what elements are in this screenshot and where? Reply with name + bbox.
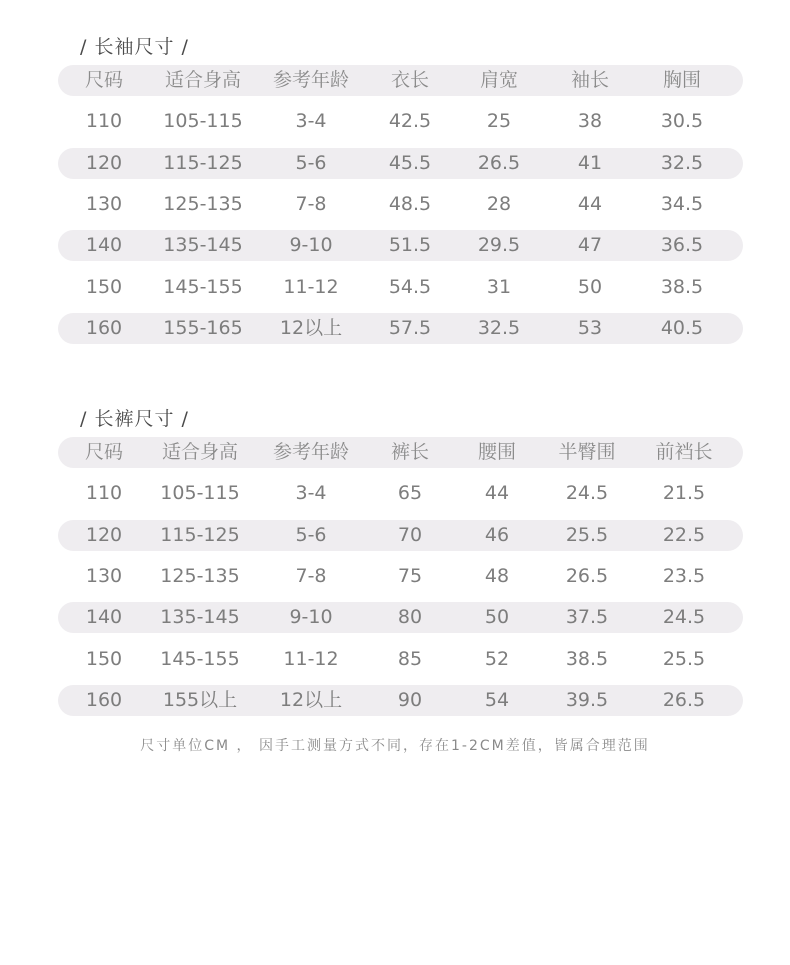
- table-header-row: [58, 437, 743, 468]
- long-sleeve-section: [58, 30, 743, 350]
- table-cell: 120: [85, 524, 123, 546]
- header-cell: 尺码: [84, 69, 124, 91]
- table-cell: 28: [486, 193, 512, 215]
- table-cell: 160: [85, 689, 123, 711]
- table-row: [58, 189, 743, 220]
- long-pants-section: [58, 402, 743, 722]
- table-cell: 23.5: [662, 565, 706, 587]
- table-row: [58, 478, 743, 509]
- table-cell: 24.5: [565, 482, 609, 504]
- table-cell: 11-12: [283, 648, 339, 670]
- table-cell: 110: [85, 482, 123, 504]
- header-cell: 适合身高: [161, 441, 239, 463]
- header-cell: 半臀围: [558, 441, 616, 463]
- table-cell: 36.5: [660, 234, 704, 256]
- table-cell: 42.5: [388, 110, 432, 132]
- table-cell: 85: [397, 648, 423, 670]
- table-row: [58, 520, 743, 551]
- table-cell: 32.5: [477, 317, 521, 339]
- table-cell: 7-8: [295, 193, 327, 215]
- table-cell: 125-135: [163, 193, 243, 215]
- table-cell: 52: [484, 648, 510, 670]
- table-cell: 145-155: [163, 276, 243, 298]
- table-row: [58, 602, 743, 633]
- table-cell: 47: [577, 234, 603, 256]
- table-row: [58, 685, 743, 716]
- table-cell: 115-125: [160, 524, 240, 546]
- table-cell: 135-145: [160, 606, 240, 628]
- table-cell: 130: [85, 193, 123, 215]
- table-cell: 57.5: [388, 317, 432, 339]
- table-cell: 26.5: [662, 689, 706, 711]
- table-cell: 38.5: [660, 276, 704, 298]
- table-cell: 160: [85, 317, 123, 339]
- table-row: [58, 230, 743, 261]
- table-row: [58, 272, 743, 303]
- table-cell: 32.5: [660, 152, 704, 174]
- table-cell: 39.5: [565, 689, 609, 711]
- table-cell: 30.5: [660, 110, 704, 132]
- table-cell: 44: [484, 482, 510, 504]
- table-cell: 34.5: [660, 193, 704, 215]
- table-header-row: [58, 65, 743, 96]
- table-cell: 45.5: [388, 152, 432, 174]
- table-cell: 90: [397, 689, 423, 711]
- long-pants-title: / 长裤尺寸 /: [80, 408, 189, 430]
- table-cell: 5-6: [295, 524, 327, 546]
- table-cell: 110: [85, 110, 123, 132]
- table-cell: 51.5: [388, 234, 432, 256]
- table-row: [58, 313, 743, 344]
- table-cell: 105-115: [160, 482, 240, 504]
- table-cell: 38: [577, 110, 603, 132]
- table-cell: 29.5: [477, 234, 521, 256]
- table-cell: 75: [397, 565, 423, 587]
- table-cell: 155以上: [162, 689, 238, 711]
- table-cell: 12以上: [279, 689, 343, 711]
- header-cell: 衣长: [390, 69, 430, 91]
- table-cell: 54: [484, 689, 510, 711]
- table-cell: 9-10: [289, 234, 333, 256]
- table-cell: 48.5: [388, 193, 432, 215]
- table-cell: 37.5: [565, 606, 609, 628]
- header-cell: 适合身高: [164, 69, 242, 91]
- table-cell: 3-4: [295, 110, 327, 132]
- header-cell: 胸围: [662, 69, 702, 91]
- table-cell: 25: [486, 110, 512, 132]
- table-cell: 135-145: [163, 234, 243, 256]
- table-cell: 150: [85, 276, 123, 298]
- table-cell: 40.5: [660, 317, 704, 339]
- table-cell: 140: [85, 606, 123, 628]
- table-cell: 50: [484, 606, 510, 628]
- table-row: [58, 148, 743, 179]
- header-cell: 前裆长: [655, 441, 713, 463]
- table-cell: 70: [397, 524, 423, 546]
- header-cell: 参考年龄: [272, 69, 350, 91]
- header-cell: 袖长: [570, 69, 610, 91]
- table-cell: 12以上: [279, 317, 343, 339]
- table-cell: 7-8: [295, 565, 327, 587]
- table-cell: 25.5: [662, 648, 706, 670]
- table-cell: 24.5: [662, 606, 706, 628]
- table-cell: 26.5: [477, 152, 521, 174]
- table-cell: 150: [85, 648, 123, 670]
- table-cell: 26.5: [565, 565, 609, 587]
- table-cell: 22.5: [662, 524, 706, 546]
- table-cell: 41: [577, 152, 603, 174]
- table-cell: 44: [577, 193, 603, 215]
- table-cell: 115-125: [163, 152, 243, 174]
- table-cell: 105-115: [163, 110, 243, 132]
- header-cell: 肩宽: [479, 69, 519, 91]
- table-cell: 65: [397, 482, 423, 504]
- table-cell: 120: [85, 152, 123, 174]
- long-sleeve-title: / 长袖尺寸 /: [80, 36, 189, 58]
- table-row: [58, 106, 743, 137]
- table-cell: 155-165: [163, 317, 243, 339]
- table-row: [58, 644, 743, 675]
- table-cell: 9-10: [289, 606, 333, 628]
- header-cell: 裤长: [390, 441, 430, 463]
- table-cell: 54.5: [388, 276, 432, 298]
- table-cell: 38.5: [565, 648, 609, 670]
- table-cell: 3-4: [295, 482, 327, 504]
- table-cell: 48: [484, 565, 510, 587]
- table-row: [58, 561, 743, 592]
- table-cell: 25.5: [565, 524, 609, 546]
- table-cell: 80: [397, 606, 423, 628]
- table-cell: 11-12: [283, 276, 339, 298]
- table-cell: 125-135: [160, 565, 240, 587]
- table-cell: 31: [486, 276, 512, 298]
- table-cell: 46: [484, 524, 510, 546]
- table-cell: 145-155: [160, 648, 240, 670]
- header-cell: 参考年龄: [272, 441, 350, 463]
- table-cell: 5-6: [295, 152, 327, 174]
- table-cell: 53: [577, 317, 603, 339]
- header-cell: 腰围: [477, 441, 517, 463]
- size-footnote: 尺寸单位CM ， 因手工测量方式不同，存在1-2CM差值，皆属合理范围: [140, 738, 650, 754]
- table-cell: 130: [85, 565, 123, 587]
- header-cell: 尺码: [84, 441, 124, 463]
- table-cell: 50: [577, 276, 603, 298]
- table-cell: 21.5: [662, 482, 706, 504]
- table-cell: 140: [85, 234, 123, 256]
